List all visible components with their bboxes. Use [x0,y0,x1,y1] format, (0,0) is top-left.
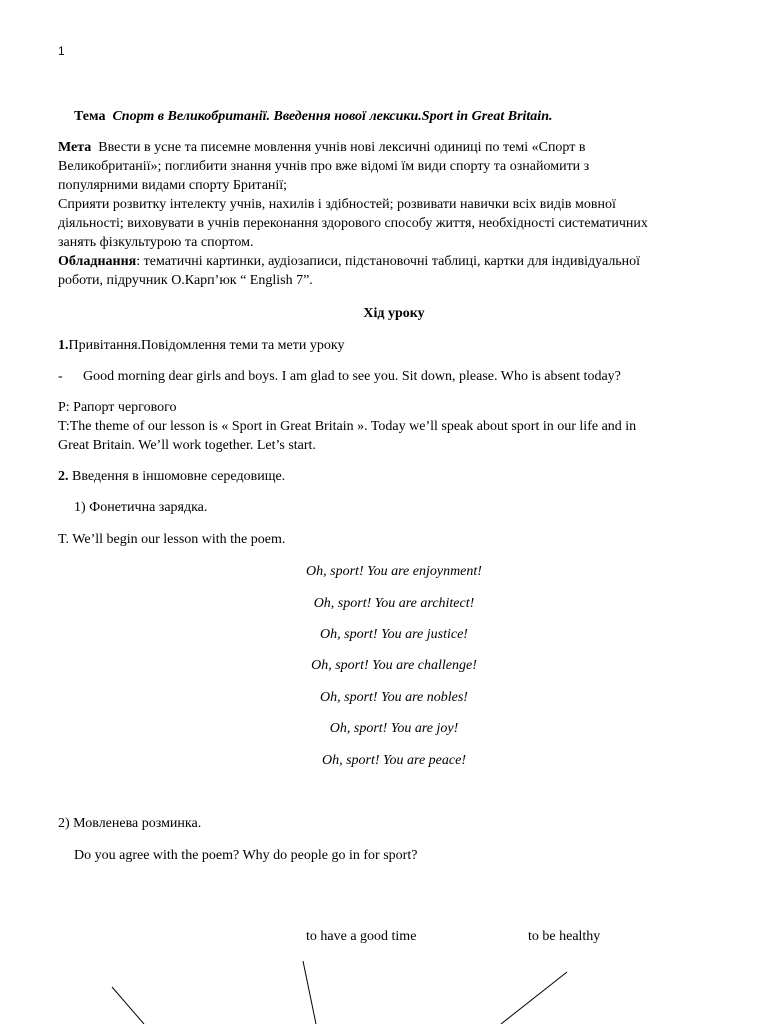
speech-warmup: 2) Мовленева розминка. [58,816,202,831]
goal-line-5: діяльності; виховувати в учнів переконання здорового способу життя, необхідності систематичних [58,216,648,231]
goal-line-4: Сприяти розвитку інтелекту учнів, нахилів і здібностей; розвивати навички всіх видів мовної [58,197,616,212]
theme-label: Тема [74,109,106,124]
equipment-line-2: роботи, підручник О.Карп’юк “ English 7”. [58,273,313,288]
page-number: 1 [58,44,65,58]
diagram-label-healthy: to be healthy [528,929,601,944]
poem-line-7: Oh, sport! You are peace! [321,753,466,768]
teacher-theme-line-2: Great Britain. We’ll work together. Let’s start. [58,438,316,453]
goal-label: Мета [58,140,92,155]
step-2-text: Введення в іншомовне середовище. [68,469,286,484]
poem-line-1: Oh, sport! You are enjoynment! [306,564,482,579]
diagram-line-right [501,972,567,1024]
diagram-line-left [112,987,144,1024]
poem-intro: T. We’ll begin our lesson with the poem. [58,532,286,547]
poem-line-3: Oh, sport! You are justice! [320,627,468,642]
goal-line-2: Великобританії»; поглибити знання учнів про вже відомі їм види спорту та ознайомити з [58,159,590,174]
step-1-number: 1. [58,338,69,353]
equipment-line-1: : тематичні картинки, аудіозаписи, підстановочні таблиці, картки для індивідуальної [136,254,641,269]
goal-line-3: популярними видами спорту Британії; [58,178,288,193]
step-1-text: Привітання.Повідомлення теми та мети уроку [68,338,345,353]
diagram-label-good-time: to have a good time [306,929,417,944]
theme-text: Спорт в Великобританії. Введення нової лексики.Sport in Great Britain. [112,109,553,124]
report-line: P: Рапорт чергового [58,400,177,415]
poem-line-6: Oh, sport! You are joy! [329,721,459,736]
goal-line-6: занять фізкультурою та спортом. [58,235,254,250]
phonetic-exercise: 1) Фонетична зарядка. [74,500,208,515]
poem-line-5: Oh, sport! You are nobles! [320,690,468,705]
poem-line-4: Oh, sport! You are challenge! [311,658,477,673]
greeting-text: Good morning dear girls and boys. I am glad to see you. Sit down, please. Who is absent today? [83,369,621,384]
poem-line-2: Oh, sport! You are architect! [313,596,475,611]
lesson-heading: Хід уроку [363,306,425,321]
goal-line-1: Ввести в усне та писемне мовлення учнів нові лексичні одиниці по темі «Спорт в [98,140,586,155]
warmup-question: Do you agree with the poem? Why do people go in for sport? [74,848,418,863]
equipment-label: Обладнання [58,254,137,269]
diagram-line-middle [303,961,316,1024]
greeting-dash: - [58,369,63,384]
teacher-theme-line-1: T:The theme of our lesson is « Sport in Great Britain ». Today we’ll speak about sport in our life and in [58,419,637,434]
step-2-number: 2. [58,469,69,484]
